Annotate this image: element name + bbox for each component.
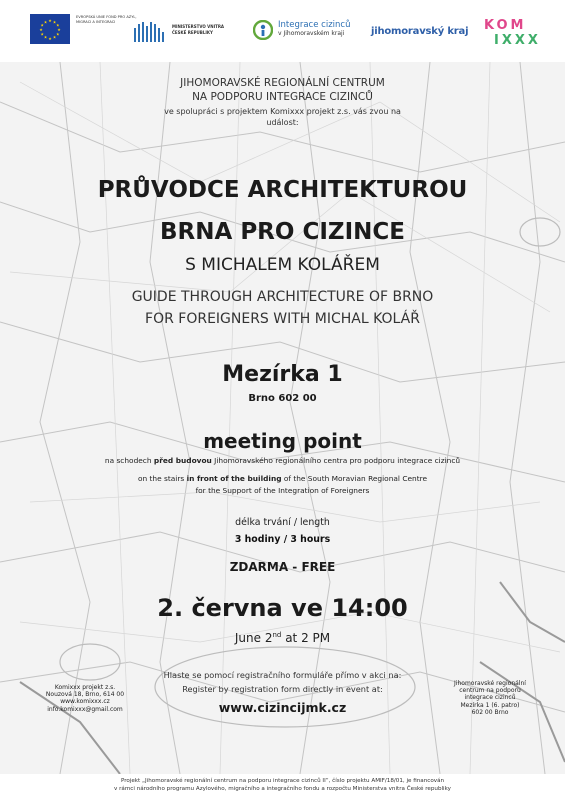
svg-text:★: ★ xyxy=(57,27,61,32)
footer-line-1: Projekt „Jihomoravské regionální centrum na podporu integrace cizinců II“, číslo projektu AMIF/18/01, je financován xyxy=(120,778,445,784)
eu-fund-text: EVROPSKÁ UNIE FOND PRO AZYL, MIGRACI A INTEGRACI xyxy=(76,15,137,24)
meeting-cz-after: Jihomoravského regionálního centra pro podporu integrace cizinců xyxy=(211,456,461,465)
poster-content xyxy=(0,62,565,774)
komixxx-address xyxy=(36,684,134,713)
integrace-line-1: Integrace cizinců xyxy=(278,20,351,30)
intro-line-2: NA PODPORU INTEGRACE CIZINCŮ xyxy=(192,91,373,103)
event-date-en-post: at 2 PM xyxy=(281,631,331,645)
komixxx-line-1: KOM xyxy=(484,18,527,33)
meeting-en-text xyxy=(0,473,565,484)
eu-flag-logo xyxy=(30,14,70,44)
svg-text:★: ★ xyxy=(48,36,52,41)
event-date-en-sup: nd xyxy=(272,631,282,639)
price-label: ZDARMA - FREE xyxy=(229,560,336,574)
eu-stars-icon xyxy=(30,14,70,44)
svg-text:★: ★ xyxy=(56,22,60,28)
svg-text:★: ★ xyxy=(39,27,43,32)
centre-address-line: Mezírka 1 (6. patro) xyxy=(460,701,520,709)
svg-text:★: ★ xyxy=(56,31,60,37)
meeting-cz-text xyxy=(0,455,565,466)
centre-address xyxy=(440,680,540,716)
jmk-logo: jihomoravský kraj xyxy=(371,26,469,37)
title-cz-line-3: S MICHALEM KOLÁŘEM xyxy=(185,255,380,275)
event-date-en xyxy=(0,628,565,646)
centre-address-line: integrace cizinců xyxy=(464,694,516,702)
meeting-en-before: on the stairs xyxy=(137,474,187,483)
komixxx-address-line: Nouzová 18, Brno, 614 00 xyxy=(45,691,125,699)
duration-value: 3 hodiny / 3 hours xyxy=(234,534,331,545)
centre-address-line: centrum na podporu xyxy=(459,687,521,695)
ministry-logo-text xyxy=(172,24,224,36)
logo-bar xyxy=(0,0,565,62)
footer-line-2: v rámci národního programu Azylového, migračního a integračního fondu a rozpočtu Ministerstva vnitra České republiky xyxy=(114,786,451,792)
integrace-logo-icon xyxy=(253,20,273,40)
title-cz-line-1: PRŮVODCE ARCHITEKTUROU xyxy=(97,177,468,203)
registration-cz: Hlaste se pomocí registračního formuláře přímo v akci na: xyxy=(163,670,402,680)
centre-address-line: Jihomoravské regionální xyxy=(454,680,526,687)
title-cz-line-2: BRNA PRO CIZINCE xyxy=(160,219,405,245)
komixxx-line-2: IXXX xyxy=(494,33,541,48)
svg-text:★: ★ xyxy=(48,18,52,23)
footer-note xyxy=(0,774,565,800)
komixxx-website-link[interactable]: www.komixxx.cz xyxy=(60,698,110,706)
ministry-logo-icon xyxy=(134,22,168,42)
registration-link[interactable]: www.cizincijmk.cz xyxy=(218,700,347,715)
meeting-cz-bold: před budovou xyxy=(153,456,212,465)
duration-label: délka trvání / length xyxy=(235,517,330,528)
location-postal: Brno 602 00 xyxy=(248,393,317,404)
svg-text:★: ★ xyxy=(40,22,44,28)
event-date-cz: 2. června ve 14:00 xyxy=(157,594,408,622)
komixxx-logo xyxy=(484,18,544,58)
komixxx-email-link[interactable]: info.komixxx@gmail.com xyxy=(47,705,123,713)
svg-text:★: ★ xyxy=(52,19,57,25)
integrace-line-2: v Jihomoravském kraji xyxy=(278,30,345,37)
svg-text:★: ★ xyxy=(43,34,48,40)
meeting-en-after: of the South Moravian Regional Centre xyxy=(281,474,428,483)
intro-line-4: událost: xyxy=(266,118,299,127)
title-en-line-2: FOR FOREIGNERS WITH MICHAL KOLÁŘ xyxy=(145,311,420,327)
komixxx-address-line: Komixxx projekt z.s. xyxy=(54,684,116,691)
meeting-en-line-2: for the Support of the Integration of Foreigners xyxy=(195,486,370,495)
centre-address-line: 602 00 Brno xyxy=(471,708,509,716)
registration-en: Register by registration form directly in event at: xyxy=(182,684,383,694)
meeting-point-heading: meeting point xyxy=(203,429,362,453)
integrace-logo-text xyxy=(278,20,350,38)
meeting-en-bold: in front of the building xyxy=(186,474,282,483)
event-date-en-pre: June 2 xyxy=(234,631,273,645)
ministry-line-1: MINISTERSTVO VNITRA xyxy=(172,24,224,29)
svg-text:★: ★ xyxy=(52,34,57,40)
meeting-cz-before: na schodech xyxy=(104,456,154,465)
svg-text:★: ★ xyxy=(40,31,44,37)
location-street: Mezírka 1 xyxy=(222,362,343,387)
svg-text:★: ★ xyxy=(43,19,48,25)
intro-line-1: JIHOMORAVSKÉ REGIONÁLNÍ CENTRUM xyxy=(180,77,385,89)
ministry-line-2: ČESKÉ REPUBLIKY xyxy=(172,30,213,35)
title-en-line-1: GUIDE THROUGH ARCHITECTURE OF BRNO xyxy=(131,289,434,305)
intro-line-3: ve spolupráci s projektem Komixxx projekt z.s. vás zvou na xyxy=(164,107,401,116)
